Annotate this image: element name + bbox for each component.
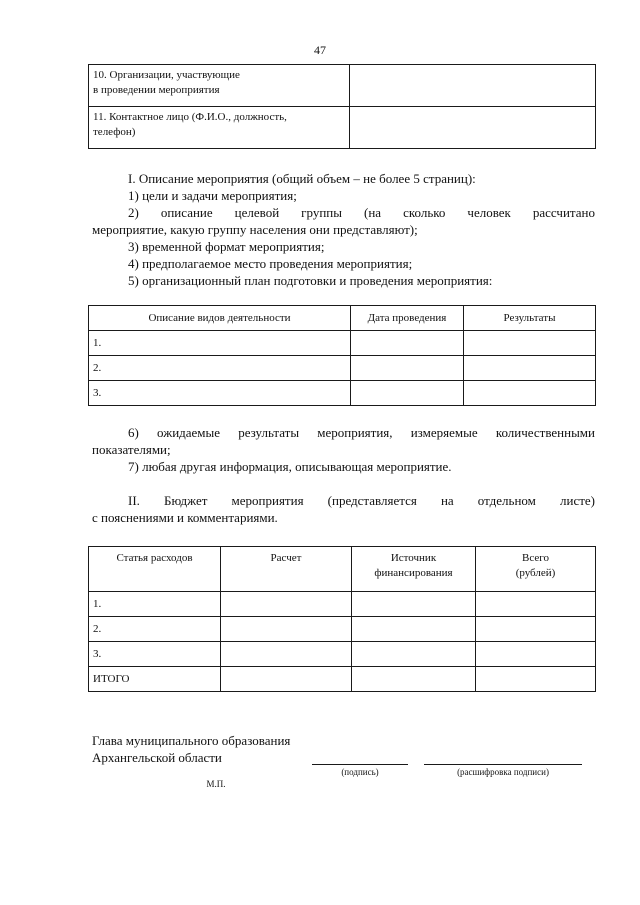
- plan-row-label: 3.: [89, 381, 351, 406]
- plan-column-header: Описание видов деятельности: [89, 306, 351, 331]
- plan-cell: [351, 381, 464, 406]
- activity-plan-table: [88, 305, 596, 406]
- budget-row-label: 3.: [89, 642, 221, 667]
- signature-line: [312, 764, 408, 765]
- budget-cell: [352, 617, 476, 642]
- table-row: [89, 331, 596, 356]
- budget-header-row: [89, 547, 596, 592]
- stamp-placeholder: М.П.: [206, 779, 226, 789]
- budget-row-label: 1.: [89, 592, 221, 617]
- table-row: [89, 642, 596, 667]
- budget-heading-line-2: с пояснениями и комментариями.: [92, 510, 278, 525]
- signature-caption: (подпись): [341, 767, 379, 777]
- description-item-5: 5) организационный план подготовки и проведения мероприятия:: [128, 273, 493, 288]
- plan-header-row: [89, 306, 596, 331]
- description-item-2-line-2: мероприятие, какую группу населения они представляют);: [92, 222, 418, 237]
- info-row-label: 10. Организации, участвующие в проведении мероприятия: [89, 65, 350, 107]
- description-item-1: 1) цели и задачи мероприятия;: [128, 188, 297, 203]
- table-row: [89, 381, 596, 406]
- table-row: [89, 617, 596, 642]
- budget-cell: [221, 617, 352, 642]
- table-row: [89, 592, 596, 617]
- signature-decode-line: [424, 764, 582, 765]
- budget-cell: [476, 642, 596, 667]
- budget-cell: [221, 667, 352, 692]
- other-info: 7) любая другая информация, описывающая мероприятие.: [128, 459, 452, 474]
- description-item-2-line-1: 2) описание целевой группы (на сколько человек рассчитано: [128, 205, 595, 220]
- signature-decode-caption: (расшифровка подписи): [457, 767, 549, 777]
- info-row-label: 11. Контактное лицо (Ф.И.О., должность, телефон): [89, 107, 350, 149]
- budget-cell: [476, 592, 596, 617]
- budget-cell: [352, 667, 476, 692]
- description-item-4: 4) предполагаемое место проведения мероприятия;: [128, 256, 413, 271]
- budget-cell: [352, 592, 476, 617]
- budget-table: [88, 546, 596, 692]
- plan-cell: [464, 331, 596, 356]
- table-row: [89, 107, 596, 149]
- plan-row-label: 2.: [89, 356, 351, 381]
- page-number: 47: [314, 43, 326, 57]
- plan-cell: [351, 331, 464, 356]
- official-title-line-2: Архангельской области: [92, 750, 222, 765]
- budget-heading-line-1: II. Бюджет мероприятия (представляется на отдельном листе): [128, 493, 595, 508]
- description-item-3: 3) временной формат мероприятия;: [128, 239, 325, 254]
- table-row: [89, 667, 596, 692]
- budget-column-header: Всего (рублей): [476, 547, 596, 592]
- plan-cell: [464, 356, 596, 381]
- plan-column-header: Результаты: [464, 306, 596, 331]
- table-row: [89, 356, 596, 381]
- plan-column-header: Дата проведения: [351, 306, 464, 331]
- budget-cell: [221, 592, 352, 617]
- budget-cell: [476, 667, 596, 692]
- budget-cell: [221, 642, 352, 667]
- description-heading: I. Описание мероприятия (общий объем – не более 5 страниц):: [128, 171, 476, 186]
- expected-results-line-1: 6) ожидаемые результаты мероприятия, измеряемые количественными: [128, 425, 595, 440]
- plan-cell: [464, 381, 596, 406]
- organization-info-table: [88, 64, 596, 149]
- budget-column-header: Источник финансирования: [352, 547, 476, 592]
- budget-column-header: Статья расходов: [89, 547, 221, 592]
- budget-column-header: Расчет: [221, 547, 352, 592]
- plan-cell: [351, 356, 464, 381]
- budget-cell: [476, 617, 596, 642]
- plan-row-label: 1.: [89, 331, 351, 356]
- budget-row-label: 2.: [89, 617, 221, 642]
- table-row: [89, 65, 596, 107]
- expected-results-line-2: показателями;: [92, 442, 171, 457]
- budget-row-label: ИТОГО: [89, 667, 221, 692]
- info-cell: [350, 107, 596, 149]
- info-cell: [350, 65, 596, 107]
- official-title-line-1: Глава муниципального образования: [92, 733, 291, 748]
- budget-cell: [352, 642, 476, 667]
